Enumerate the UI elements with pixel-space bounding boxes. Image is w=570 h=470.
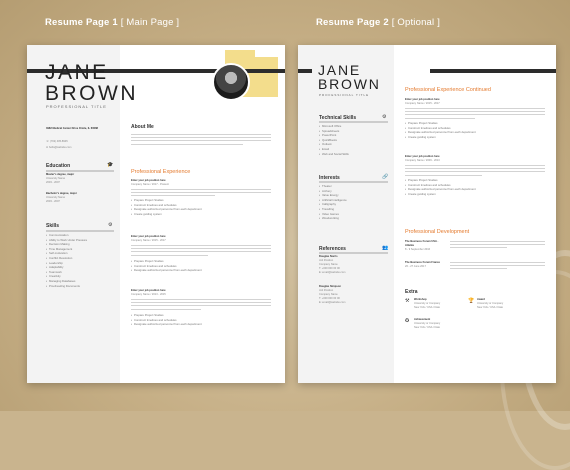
reference-email: E: email@website.com bbox=[319, 301, 346, 304]
job-bullet: • Create guiding system bbox=[405, 135, 476, 140]
page1-title: Resume Page 1 bbox=[45, 17, 118, 28]
skill-item: • Creativity bbox=[46, 274, 87, 279]
interest-item: • Calligraphy bbox=[319, 202, 347, 207]
job-entry bbox=[131, 179, 169, 187]
degree: Bachelor's degree, major bbox=[46, 192, 77, 195]
skill-item: • Communication bbox=[46, 233, 87, 238]
dev-date: 8 - 9 September 2016 bbox=[405, 248, 431, 251]
extra-entry bbox=[414, 318, 440, 330]
dev-description-lines bbox=[450, 262, 545, 272]
skill-item: • Conflict Resolution bbox=[46, 256, 87, 261]
education-heading: Education bbox=[46, 163, 71, 169]
skill-item: • Proofreading Documents bbox=[46, 284, 87, 289]
job-bullet: • Prepare Project Studies bbox=[131, 313, 202, 318]
extra-line: University or Company bbox=[414, 322, 441, 325]
tech-skill: • Spreadsheets bbox=[319, 129, 349, 134]
reference-email: E: email@website.com bbox=[319, 271, 346, 274]
interest-item: • Value Energy bbox=[319, 193, 347, 198]
job-bullets bbox=[131, 259, 202, 273]
gear-icon: ⚙ bbox=[382, 114, 387, 120]
reference-phone: T: +000 000 00 00 bbox=[319, 267, 340, 270]
interests-heading: Interests bbox=[319, 175, 340, 181]
skill-item: • Adaptability bbox=[46, 265, 87, 270]
tech-skill: • QuickBooks bbox=[319, 138, 349, 143]
years: 2003 - 2007 bbox=[46, 181, 60, 184]
tech-skills-list bbox=[319, 124, 349, 156]
first-name: JANE bbox=[45, 61, 109, 84]
job-bullet: • Prepare Project Studies bbox=[405, 121, 476, 126]
phone-text: (702) 405-8945 bbox=[49, 140, 68, 143]
phone: ☏ (702) 405-8945 bbox=[46, 140, 68, 143]
job-bullet: • Create guiding system bbox=[131, 212, 202, 217]
divider bbox=[319, 252, 388, 254]
job-bullet: • Prepare Project Studies bbox=[131, 198, 202, 203]
page2-subtitle: [ Optional ] bbox=[391, 17, 441, 28]
extra-entry bbox=[477, 298, 503, 310]
reference-company: Company Name bbox=[319, 263, 338, 266]
job-company: Company Name / 2015 - 2017 bbox=[405, 102, 440, 105]
job-company: Company Name / 2009 - 2013 bbox=[405, 159, 440, 162]
school: University Name bbox=[46, 177, 66, 180]
job-title: Enter your job position here bbox=[405, 155, 440, 158]
dev-title: The Business Forum USA - Atlanta bbox=[405, 240, 439, 247]
job-bullet: • Construct timelines and schedules bbox=[131, 264, 202, 269]
experience-heading: Professional Experience bbox=[131, 169, 191, 175]
tech-skill: • Email bbox=[319, 147, 349, 152]
skill-item: • Self-motivation bbox=[46, 251, 87, 256]
last-name: BROWN bbox=[45, 82, 138, 105]
job-entry bbox=[131, 289, 166, 297]
reference-entry bbox=[319, 255, 345, 275]
job-bullet: • Designate authorized personnel from each department bbox=[131, 207, 202, 212]
page2-title: Resume Page 2 bbox=[316, 17, 389, 28]
job-bullet: • Prepare Project Studies bbox=[131, 259, 202, 264]
skill-item: • Managing Databases bbox=[46, 279, 87, 284]
job-title: Enter your job position here bbox=[131, 179, 166, 182]
professional-title: PROFESSIONAL TITLE bbox=[319, 93, 370, 97]
award-icon: 🏆 bbox=[468, 298, 475, 304]
about-text-lines bbox=[131, 134, 271, 147]
education-entry bbox=[46, 173, 74, 185]
address-text: 3982 Medical Center Drive Oriole, IL 60088 bbox=[46, 127, 98, 130]
tech-skill: • PowerPoint bbox=[319, 133, 349, 138]
reference-phone: T: +000 000 00 00 bbox=[319, 297, 340, 300]
workshop-icon: ⚒ bbox=[405, 298, 410, 304]
interest-item: • Video Games bbox=[319, 212, 347, 217]
skill-item: • Ability to Work Under Pressure bbox=[46, 238, 87, 243]
job-description-lines bbox=[405, 108, 545, 121]
education-entry bbox=[46, 192, 77, 204]
job-bullet: • Designate authorized personnel from each department bbox=[405, 187, 476, 192]
title-bar bbox=[430, 69, 556, 73]
divider bbox=[319, 121, 388, 123]
job-description-lines bbox=[405, 165, 545, 178]
skill-item: • Leadership bbox=[46, 261, 87, 266]
years: 2003 - 2007 bbox=[46, 200, 60, 203]
extra-heading: Extra bbox=[405, 289, 418, 295]
experience-continued-heading: Professional Experience Continued bbox=[405, 87, 491, 93]
last-name: BROWN bbox=[318, 76, 381, 92]
profile-photo bbox=[212, 63, 250, 101]
interest-item: • Artificial Intelligence bbox=[319, 198, 347, 203]
extra-title: Award bbox=[477, 298, 485, 301]
job-entry bbox=[405, 155, 440, 163]
skill-item: • Time Management bbox=[46, 247, 87, 252]
resume-page-2 bbox=[298, 45, 556, 383]
extra-line: New York / USA / Date bbox=[477, 306, 503, 309]
interest-item: • Theater bbox=[319, 184, 347, 189]
job-description-lines bbox=[131, 299, 271, 312]
professional-title: PROFESSIONAL TITLE bbox=[46, 104, 107, 109]
job-bullets bbox=[405, 121, 476, 139]
reference-company: Company Name bbox=[319, 293, 338, 296]
job-bullet: • Designate authorized personnel from each department bbox=[405, 130, 476, 135]
degree: Master's degree, major bbox=[46, 173, 75, 176]
people-icon: 👥 bbox=[382, 245, 389, 251]
job-bullets bbox=[405, 178, 476, 196]
job-bullet: • Construct timelines and schedules bbox=[131, 203, 202, 208]
job-bullet: • Prepare Project Studies bbox=[405, 178, 476, 183]
tech-skill: • Web and Social Skills bbox=[319, 152, 349, 157]
divider bbox=[319, 181, 388, 183]
job-bullet: • Construct timelines and schedules bbox=[131, 318, 202, 323]
job-description-lines bbox=[131, 245, 271, 258]
extra-title: Achievement bbox=[414, 318, 431, 321]
email-text: hello@website.com bbox=[48, 146, 72, 149]
job-company: Company Name / 2013 - 2015 bbox=[131, 293, 166, 296]
page1-header bbox=[45, 17, 179, 28]
job-company: Company Name / 2017 - Present bbox=[131, 183, 169, 186]
job-bullet: • Construct timelines and schedules bbox=[405, 183, 476, 188]
extra-title: Workshop bbox=[414, 298, 427, 301]
job-bullet: • Construct timelines and schedules bbox=[405, 126, 476, 131]
extra-line: University or Company bbox=[477, 302, 504, 305]
reference-role: Job Position bbox=[319, 259, 334, 262]
job-company: Company Name / 2015 - 2017 bbox=[131, 239, 166, 242]
email: ✉ hello@website.com bbox=[46, 146, 72, 149]
tech-skill: • Microsoft Office bbox=[319, 124, 349, 129]
about-heading: About Me bbox=[131, 124, 154, 130]
interest-item: • Travelling bbox=[319, 207, 347, 212]
tech-skills-heading: Technical Skills bbox=[319, 115, 357, 121]
graduation-cap-icon: 🎓 bbox=[107, 162, 114, 168]
link-icon: 🔗 bbox=[382, 174, 389, 180]
skills-heading: Skills bbox=[46, 223, 60, 229]
reference-entry bbox=[319, 285, 345, 305]
job-bullet: • Designate authorized personnel from each department bbox=[131, 322, 202, 327]
interest-item: • Archery bbox=[319, 189, 347, 194]
first-name: JANE bbox=[318, 62, 361, 78]
dev-title: The Business Forum France bbox=[405, 261, 440, 264]
dev-date: 26 - 27 June 2017 bbox=[405, 265, 426, 268]
page1-subtitle: [ Main Page ] bbox=[120, 17, 180, 28]
gear-icon: ⚙ bbox=[108, 222, 113, 228]
address bbox=[46, 127, 116, 131]
skill-item: • Decision Making bbox=[46, 242, 87, 247]
job-title: Enter your job position here bbox=[131, 235, 166, 238]
school: University Name bbox=[46, 196, 66, 199]
extra-entry bbox=[414, 298, 440, 310]
job-bullets bbox=[131, 198, 202, 216]
resume-page-1 bbox=[27, 45, 285, 383]
extra-line: New York / USA / Date bbox=[414, 306, 440, 309]
achievement-icon: ✪ bbox=[405, 318, 410, 324]
job-bullets bbox=[131, 313, 202, 327]
divider bbox=[46, 170, 114, 172]
job-title: Enter your job position here bbox=[131, 289, 166, 292]
job-entry bbox=[131, 235, 166, 243]
tech-skill: • Outlook bbox=[319, 142, 349, 147]
extra-line: University or Company bbox=[414, 302, 441, 305]
extra-line: New York / USA / Date bbox=[414, 326, 440, 329]
title-bar bbox=[298, 69, 312, 73]
reference-role: Job Position bbox=[319, 289, 334, 292]
reference-name: Douglas Simpson bbox=[319, 285, 341, 288]
job-bullet: • Designate authorized personnel from each department bbox=[131, 268, 202, 273]
reference-name: Douglas Norris bbox=[319, 255, 338, 258]
interest-item: • Woodworking bbox=[319, 216, 347, 221]
dev-entry bbox=[405, 261, 447, 269]
job-title: Enter your job position here bbox=[405, 98, 440, 101]
job-entry bbox=[405, 98, 440, 106]
job-bullet: • Create guiding system bbox=[405, 192, 476, 197]
dev-entry bbox=[405, 240, 447, 252]
dev-description-lines bbox=[450, 241, 545, 251]
interests-list bbox=[319, 184, 347, 221]
development-heading: Professional Development bbox=[405, 229, 470, 235]
skills-list bbox=[46, 233, 87, 288]
divider bbox=[46, 230, 114, 232]
skill-item: • Teamwork bbox=[46, 270, 87, 275]
page2-header bbox=[316, 17, 440, 28]
references-heading: References bbox=[319, 246, 346, 252]
